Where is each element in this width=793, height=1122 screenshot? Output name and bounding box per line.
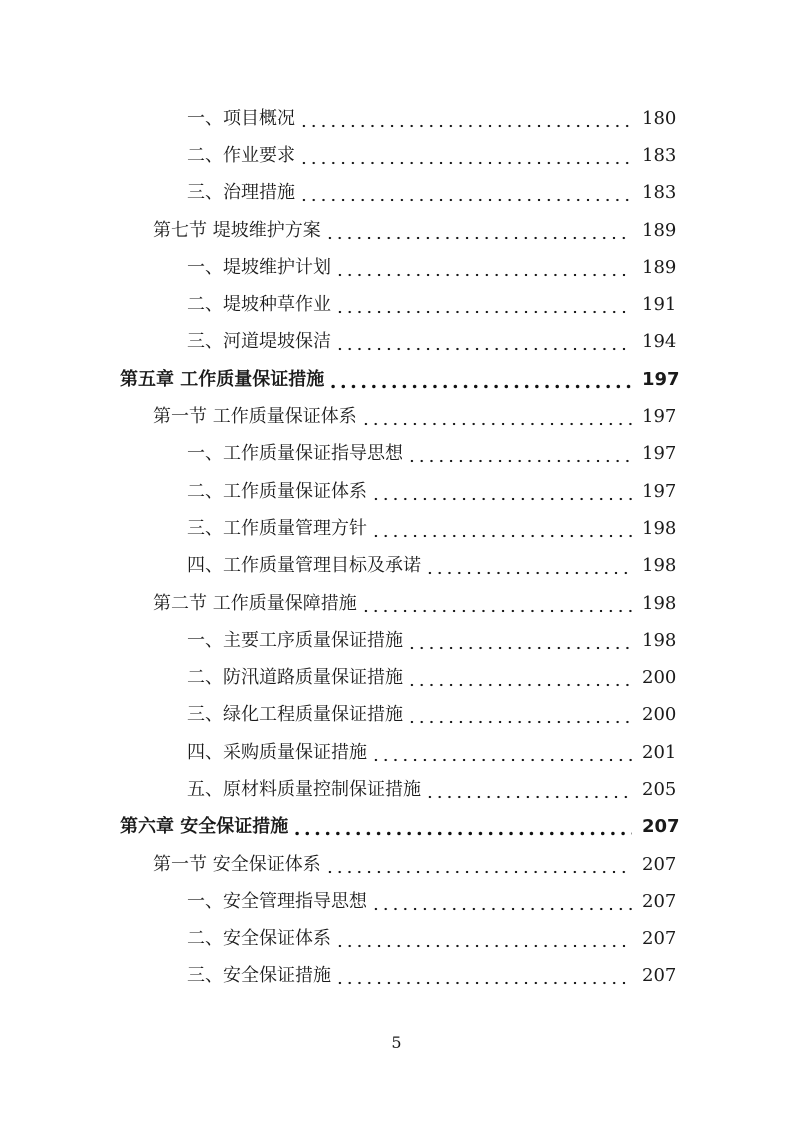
toc-entry[interactable] — [0, 175, 793, 212]
toc-entry-title: 三、河道堤坡保洁 — [187, 331, 331, 353]
toc-entry-page: 191 — [642, 294, 677, 316]
dot-leader — [328, 371, 632, 389]
toc-entry-page: 194 — [642, 331, 677, 353]
toc-section-entry[interactable] — [0, 846, 793, 883]
toc-entry-page: 189 — [642, 256, 677, 278]
dot-leader — [371, 744, 632, 762]
dot-leader — [292, 818, 632, 836]
toc-entry[interactable] — [0, 324, 793, 361]
toc-entry-title: 第二节 工作质量保障措施 — [153, 592, 357, 614]
toc-chapter-entry[interactable] — [0, 809, 793, 846]
toc-entry-title: 二、工作质量保证体系 — [187, 480, 367, 502]
toc-entry[interactable] — [0, 436, 793, 473]
toc-entry[interactable] — [0, 734, 793, 771]
dot-leader — [325, 856, 632, 874]
dot-leader — [335, 296, 632, 314]
table-of-contents — [0, 100, 793, 995]
toc-entry-page: 200 — [642, 704, 677, 726]
toc-entry-title: 第五章 工作质量保证措施 — [120, 368, 325, 390]
toc-entry[interactable] — [0, 771, 793, 808]
toc-entry[interactable] — [0, 286, 793, 323]
toc-entry[interactable] — [0, 100, 793, 137]
toc-entry-title: 五、原材料质量控制保证措施 — [187, 778, 421, 800]
toc-entry-title: 二、作业要求 — [187, 144, 295, 166]
toc-section-entry[interactable] — [0, 585, 793, 622]
dot-leader — [361, 408, 632, 426]
toc-entry-title: 第一节 工作质量保证体系 — [153, 406, 357, 428]
dot-leader — [371, 893, 632, 911]
toc-entry-title: 二、防汛道路质量保证措施 — [187, 667, 403, 689]
dot-leader — [335, 967, 632, 985]
toc-entry-title: 一、项目概况 — [187, 107, 295, 129]
toc-entry-title: 二、安全保证体系 — [187, 928, 331, 950]
toc-entry-page: 197 — [642, 406, 677, 428]
toc-entry-title: 第一节 安全保证体系 — [153, 853, 321, 875]
dot-leader — [407, 632, 632, 650]
toc-entry-page: 207 — [642, 890, 677, 912]
toc-entry[interactable] — [0, 249, 793, 286]
page-number: 5 — [391, 1033, 402, 1052]
toc-entry-page: 197 — [642, 368, 680, 390]
toc-entry-title: 三、治理措施 — [187, 182, 295, 204]
toc-entry[interactable] — [0, 697, 793, 734]
toc-entry-page: 198 — [642, 517, 677, 539]
toc-entry[interactable] — [0, 473, 793, 510]
toc-entry-page: 207 — [642, 853, 677, 875]
toc-entry-title: 四、采购质量保证措施 — [187, 741, 367, 763]
toc-entry-title: 第六章 安全保证措施 — [120, 816, 289, 838]
toc-entry-title: 三、绿化工程质量保证措施 — [187, 704, 403, 726]
toc-section-entry[interactable] — [0, 212, 793, 249]
toc-entry-page: 197 — [642, 443, 677, 465]
toc-entry[interactable] — [0, 548, 793, 585]
dot-leader — [371, 483, 632, 501]
dot-leader — [407, 706, 632, 724]
toc-section-entry[interactable] — [0, 398, 793, 435]
dot-leader — [425, 781, 632, 799]
toc-entry[interactable] — [0, 622, 793, 659]
toc-entry-title: 一、工作质量保证指导思想 — [187, 443, 403, 465]
dot-leader — [335, 259, 632, 277]
toc-entry-page: 200 — [642, 667, 677, 689]
toc-entry-page: 198 — [642, 592, 677, 614]
toc-entry[interactable] — [0, 958, 793, 995]
toc-entry[interactable] — [0, 659, 793, 696]
dot-leader — [299, 184, 632, 202]
toc-entry-page: 198 — [642, 555, 677, 577]
toc-entry-page: 205 — [642, 778, 677, 800]
toc-entry-title: 三、工作质量管理方针 — [187, 517, 367, 539]
toc-entry-page: 180 — [642, 107, 677, 129]
toc-entry-page: 207 — [642, 928, 677, 950]
dot-leader — [299, 147, 632, 165]
toc-entry[interactable] — [0, 883, 793, 920]
toc-entry-title: 二、堤坡种草作业 — [187, 294, 331, 316]
toc-entry[interactable] — [0, 137, 793, 174]
toc-chapter-entry[interactable] — [0, 361, 793, 398]
dot-leader — [407, 669, 632, 687]
toc-entry-page: 207 — [642, 816, 680, 838]
toc-entry-title: 四、工作质量管理目标及承诺 — [187, 555, 421, 577]
toc-entry[interactable] — [0, 510, 793, 547]
dot-leader — [371, 520, 632, 538]
toc-entry-page: 207 — [642, 965, 677, 987]
dot-leader — [299, 110, 632, 128]
toc-entry-page: 183 — [642, 182, 677, 204]
dot-leader — [325, 222, 632, 240]
toc-entry-page: 183 — [642, 144, 677, 166]
dot-leader — [335, 333, 632, 351]
toc-entry-title: 第七节 堤坡维护方案 — [153, 219, 321, 241]
dot-leader — [335, 930, 632, 948]
toc-entry-page: 189 — [642, 219, 677, 241]
toc-entry-title: 一、安全管理指导思想 — [187, 890, 367, 912]
toc-entry-title: 三、安全保证措施 — [187, 965, 331, 987]
toc-entry-page: 198 — [642, 629, 677, 651]
dot-leader — [361, 595, 632, 613]
dot-leader — [407, 445, 632, 463]
toc-entry-page: 201 — [642, 741, 677, 763]
toc-entry-title: 一、堤坡维护计划 — [187, 256, 331, 278]
toc-entry-title: 一、主要工序质量保证措施 — [187, 629, 403, 651]
toc-entry-page: 197 — [642, 480, 677, 502]
dot-leader — [425, 557, 632, 575]
toc-entry[interactable] — [0, 921, 793, 958]
